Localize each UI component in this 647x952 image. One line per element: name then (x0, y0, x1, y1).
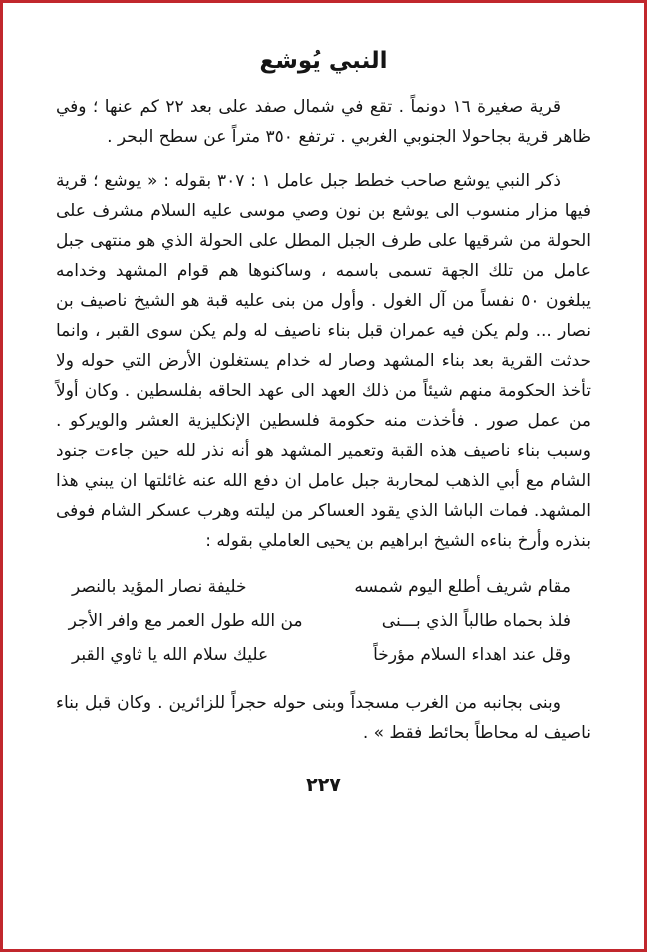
poem-verse (62, 570, 585, 604)
poem-hemistich-left: خليفة نصار المؤيد بالنصر (72, 577, 247, 597)
closing-paragraph: وبنى بجانبه من الغرب مسجداً وبنى حوله حجراً للزائرين . وكان قبل بناء ناصيف له محاطاً بحائط فقط » . (56, 693, 591, 743)
poem-verse (62, 638, 585, 672)
poem-hemistich-right: وقل عند اهداء السلام مؤرخاً (373, 645, 571, 665)
page-number: ٢٢٧ (306, 774, 341, 796)
page-title: النبي يُوشع (259, 48, 388, 74)
poem-hemistich-left: من الله طول العمر مع وافر الأجر (68, 611, 303, 631)
poem-verse (62, 604, 585, 638)
poem-hemistich-left: عليك سلام الله يا ثاوي القبر (72, 645, 269, 665)
intro-paragraph: قرية صغيرة ١٦ دونماً . تقع في شمال صفد على بعد ٢٢ كم عنها ؛ وفي ظاهر قرية بجاحولا الجنوبي الغربي . ترتفع ٣٥٠ متراً عن سطح البحر . (56, 97, 591, 147)
poem-hemistich-right: فلذ بحماه طالباً الذي بـــنى (381, 611, 571, 631)
poem-block (62, 570, 585, 672)
main-paragraph: ذكر النبي يوشع صاحب خطط جبل عامل ١ : ٣٠٧ بقوله : « يوشع ؛ قرية فيها مزار منسوب الى يوشع بن نون وصي موسى عليه السلام مشرف على الحولة من شرقيها على طرف الجبل المطل على الحولة الذي هو منتهى جبل عامل من تلك الجهة تسمى باسمه ، وساكنوها هم قوام المشهد وخدامه يبلغون ٥٠ نفساً من آل الغول . وأول من بنى عليه قبة هو الشيخ ناصيف بن نصار ... ولم يكن فيه عمران قبل بناء ناصيف له ولم يكن سوى القبر ، وانما حدثت القرية بعد بناء المشهد وصار له خدام يستغلون الأرض التي حوله ولا تأخذ الحكومة منهم شيئاً من ذلك العهد الى عهد الحاقه بفلسطين . وكان أولاً من عمل صور . فأخذت منه حكومة فلسطين الإنكليزية العشر والويركو . وسبب بناء ناصيف هذه القبة وتعمير المشهد هو أنه نذر لله حين جاءت جنود الشام مع أبي الذهب لمحاربة جبل عامل ان دفع الله عنه غائلتها ان يبني هذا المشهد. فمات الباشا الذي يقود العساكر من ليلته وهرب عسكر الشام فوفى بنذره وأرخ بناءه الشيخ ابراهيم بن يحيى العاملي بقوله : (56, 171, 591, 551)
poem-hemistich-right: مقام شريف أطلع اليوم شمسه (354, 577, 571, 597)
